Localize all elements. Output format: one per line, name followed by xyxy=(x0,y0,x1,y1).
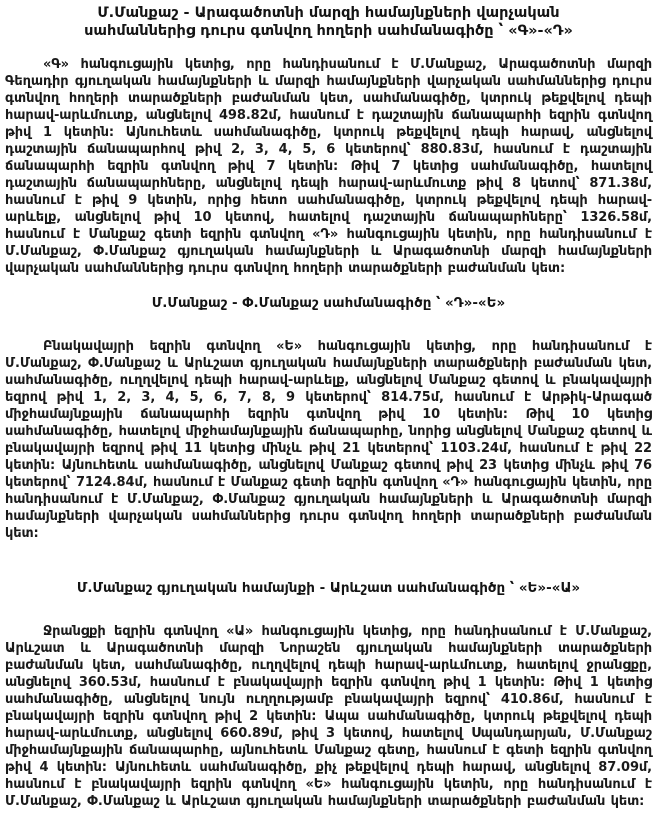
paragraph-boundary-g-d: «Գ» հանգուցային կետից, որը հանդիսանում է Մ.Մանքաշ, Արագածոտնի մարզի Գեղադիր գյուղական համայնքների և մարզի համայնքների վարչական սահմաններից դուրս գտնվող հողերի տարածքների բաժանման կետ, սահմանագիծը, կտրուկ թեքվելով դեպի հարավ-արևմուտք, անցնելով 498.82մ, հասնում է դաշտային ճանապարհի եզրին գտնվող թիվ 1 կետին: Այնուհետև սահմանագիծը, կտրուկ թեքվելով դեպի հարավ, անցնելով դաշտային ճանապարհով թիվ 2, 3, 4, 5, 6 կետերով՝ 880.83մ, հասնում է դաշտային ճանապարհի եզրին գտնվող թիվ 7 կետին: Թիվ 7 կետից սահմանագիծը, հատելով դաշտային ճանապարհները, անցնելով դեպի հարավ-արևմուտք թիվ 8 կետով՝ 871.38մ, հասնում է թիվ 9 կետին, որից հետո սահմանագիծը, կտրուկ թեքվելով դեպի հարավ-արևելք, անցնելով թիվ 10 կետով, հատելով դաշտային ճանապարհները՝ 1326.58մ, հասնում է Մանքաշ գետի եզրին գտնվող «Դ» հանգուցային կետին, որը հանդիսանում է Մ.Մանքաշ, Փ.Մանքաշ գյուղական համայնքների և Արագածոտնի մարզի համայնքների վարչական սահմաններից դուրս գտնվող հողերի տարածքների բաժանման կետ: xyxy=(5,57,652,276)
document-title: Մ.Մանքաշ - Արագածոտնի մարզի համայնքների վարչական սահմաններից դուրս գտնվող հողերի սահմանագիծը ՝ «Գ»-«Դ» xyxy=(84,5,573,39)
heading-boundary-d-e: Մ.Մանքաշ - Փ.Մանքաշ սահմանագիծը ՝ «Դ»-«Ե» xyxy=(151,295,506,311)
paragraph-boundary-d-e: Բնակավայրի եզրին գտնվող «Ե» հանգուցային կետից, որը հանդիսանում է Մ.Մանքաշ, Փ.Մանքաշ և Արևշատ գյուղական համայնքների տարածքների բաժանման կետ, սահմանագիծը, ուղղվելով դեպի հարավ-արևելք, անցնելով Մանքաշ գետով և բնակավայրի եզրով թիվ 1, 2, 3, 4, 5, 6, 7, 8, 9 կետերով՝ 814.75մ, հասնում է Արթիկ-Արագած միջհամայնքային ճանապարհի եզրին գտնվող թիվ 10 կետին: Թիվ 10 կետից սահմանագիծը, հատելով միջհամայնքային ճանապարհը, նորից անցնելով Մանքաշ գետով և բնակավայրի եզրով թիվ 11 կետից մինչև թիվ 21 կետերով՝ 1103.24մ, հասնում է թիվ 22 կետին: Այնուհետև սահմանագիծը, անցնելով Մանքաշ գետով թիվ 23 կետից մինչև թիվ 76 կետերով՝ 7124.84մ, հասնում է Մանքաշ գետի եզրին գտնվող «Դ» հանգուցային կետին, որը հանդիսանում է Մ.Մանքաշ, Փ.Մանքաշ գյուղական համայնքների և Արագածոտնի մարզի համայնքների վարչական սահմաններից դուրս գտնվող հողերի տարածքների բաժանման կետ: xyxy=(5,339,653,541)
heading-boundary-e-a: Մ.Մանքաշ գյուղական համայնքի - Արևշատ սահմանագիծը ՝ «Ե»-«Ա» xyxy=(76,580,581,596)
paragraph-boundary-e-a: Ջրանցքի եզրին գտնվող «Ա» հանգուցային կետից, որը հանդիսանում է Մ.Մանքաշ, Արևշատ և Արագածոտնի մարզի Նորաշեն գյուղական համայնքների տարածքների բաժանման կետ, սահմանագիծը, ուղղվելով դեպի հարավ-արևմուտք, հատելով ջրանցքը, անցնելով 360.53մ, հասնում է բնակավայրի եզրին գտնվող թիվ 1 կետին: Թիվ 1 կետից սահմանագիծը, անցնելով նույն ուղղությամբ բնակավայրի եզրով՝ 410.86մ, հասնում է բնակավայրի եզրին գտնվող թիվ 2 կետին: Ապա սահմանագիծը, կտրուկ թեքվելով դեպի հարավ-արևմուտք, անցնելով 660.89մ, թիվ 3 կետով, հատելով Սպանդարյան, Մ.Մանքաշ միջհամայնքային ճանապարհը, այնուհետև Մանքաշ գետը, հասնում է գետի եզրին գտնվող թիվ 4 կետին: Այնուհետև սահմանագիծը, քիչ թեքվելով դեպի հարավ, անցնելով 87.09մ, հասնում է բնակավայրի եզրին գտնվող «Ե» հանգուցային կետին, որը հանդիսանում է Մ.Մանքաշ, Փ.Մանքաշ և Արևշատ գյուղական համայնքների տարածքների բաժանման կետ: xyxy=(5,624,652,809)
